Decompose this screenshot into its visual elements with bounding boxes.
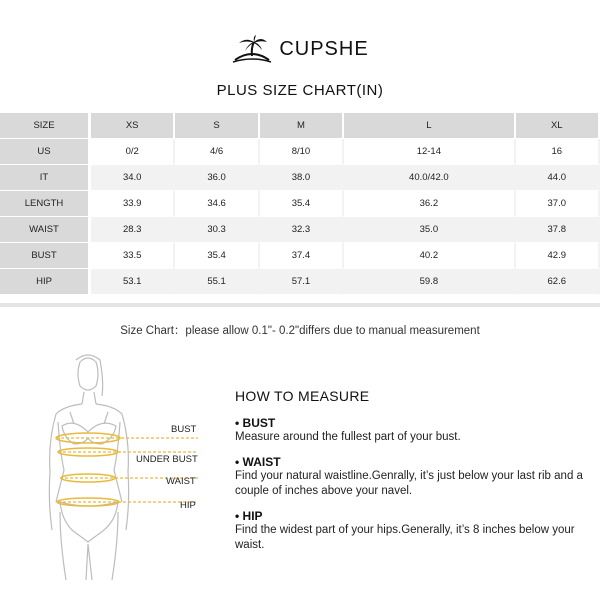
hip-label: HIP — [180, 500, 196, 511]
table-cell: 16 — [516, 139, 600, 165]
row-header: LENGTH — [0, 191, 91, 217]
measurement-note: Size Chart：please allow 0.1"- 0.2"differs due to manual measurement — [120, 325, 480, 337]
table-cell: 44.0 — [516, 165, 600, 191]
table-row — [0, 165, 600, 191]
section-divider — [0, 303, 600, 307]
table-header-row — [0, 113, 600, 139]
measure-item-hip — [235, 509, 585, 553]
body-outline-illustration — [30, 352, 210, 582]
table-cell: 33.5 — [91, 243, 175, 269]
table-cell: 59.8 — [344, 269, 515, 295]
column-header: S — [175, 113, 259, 139]
table-cell: 32.3 — [260, 217, 344, 243]
table-cell: 57.1 — [260, 269, 344, 295]
row-header: BUST — [0, 243, 91, 269]
table-cell: 35.0 — [344, 217, 515, 243]
table-row — [0, 243, 600, 269]
table-cell: 12-14 — [344, 139, 515, 165]
row-header: WAIST — [0, 217, 91, 243]
table-cell: 37.8 — [516, 217, 600, 243]
table-cell: 30.3 — [175, 217, 259, 243]
measure-item-waist — [235, 455, 585, 499]
measure-item-desc: Measure around the fullest part of your bust. — [235, 431, 461, 443]
measure-item-desc: Find the widest part of your hips.Generally, it’s 8 inches below your waist. — [235, 524, 575, 551]
table-cell: 62.6 — [516, 269, 600, 295]
chart-title: PLUS SIZE CHART(IN) — [216, 82, 384, 99]
table-row — [0, 139, 600, 165]
table-cell: 0/2 — [91, 139, 175, 165]
table-cell: 28.3 — [91, 217, 175, 243]
table-row — [0, 269, 600, 295]
table-cell: 42.9 — [516, 243, 600, 269]
palm-tree-island-icon — [231, 34, 273, 64]
table-cell: 34.0 — [91, 165, 175, 191]
table-corner: SIZE — [0, 113, 91, 139]
body-figure — [30, 352, 210, 582]
table-row — [0, 191, 600, 217]
table-cell: 40.2 — [344, 243, 515, 269]
row-header: US — [0, 139, 91, 165]
table-cell: 8/10 — [260, 139, 344, 165]
table-cell: 53.1 — [91, 269, 175, 295]
row-header: HIP — [0, 269, 91, 295]
table-cell: 4/6 — [175, 139, 259, 165]
how-to-measure-section — [235, 388, 585, 563]
column-header: XL — [516, 113, 600, 139]
table-cell: 37.0 — [516, 191, 600, 217]
size-chart-table — [0, 113, 600, 295]
measure-item-name: • WAIST — [235, 455, 281, 469]
measure-item-name: • BUST — [235, 416, 276, 430]
measure-item-bust — [235, 416, 585, 445]
brand-logo — [0, 34, 600, 64]
waist-label: WAIST — [166, 476, 196, 487]
column-header: M — [260, 113, 344, 139]
under-bust-label: UNDER BUST — [136, 454, 198, 465]
how-to-measure-title: HOW TO MEASURE — [235, 388, 370, 404]
measure-item-name: • HIP — [235, 509, 263, 523]
column-header: XS — [91, 113, 175, 139]
brand-name: CUPSHE — [279, 37, 369, 60]
table-cell: 36.0 — [175, 165, 259, 191]
row-header: IT — [0, 165, 91, 191]
table-cell: 55.1 — [175, 269, 259, 295]
table-cell: 34.6 — [175, 191, 259, 217]
table-cell: 37.4 — [260, 243, 344, 269]
table-cell: 33.9 — [91, 191, 175, 217]
table-cell: 35.4 — [260, 191, 344, 217]
measure-item-desc: Find your natural waistline.Genrally, it’s just below your last rib and a couple of inches above your navel. — [235, 470, 583, 497]
table-cell: 38.0 — [260, 165, 344, 191]
table-cell: 40.0/42.0 — [344, 165, 515, 191]
table-cell: 35.4 — [175, 243, 259, 269]
column-header: L — [344, 113, 515, 139]
table-row — [0, 217, 600, 243]
bust-label: BUST — [171, 424, 197, 435]
table-cell: 36.2 — [344, 191, 515, 217]
